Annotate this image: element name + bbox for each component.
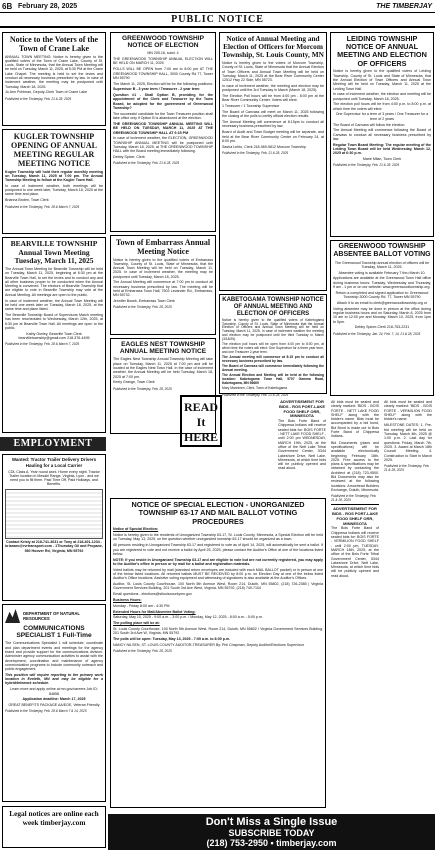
notice-body-5: Attach it to an email to clerk@greenwoodtownship.org or	[336, 300, 428, 305]
notice-body: The Greenwood Township annual election of officers will be Tuesday, March 11, 2025.	[334, 260, 430, 269]
dnr-logo-icon	[5, 609, 20, 623]
issue-date: February 28, 2025	[18, 3, 78, 10]
ad-body: The Communications Specialist 1 will schedule, coordinate and plan department events and meetings for the agency brand and provide support for the communications division. Administer agency communication activities to assist with the development, coordination and maintenance of agency communication programs to include community outreach and public engagement.	[5, 641, 103, 672]
publication-note: Published in the Timberjay, Feb. 21 & 28, 2025	[331, 494, 377, 503]
notice-body-2: POLLS WILL BE OPEN from 7:00 am to 8:00 pm AT THE GREENWOOD TOWNSHIP HALL, 3000 County Rd 77, Tower MN 55790	[113, 67, 213, 80]
notice-signer: Sasha Lehto, Clerk 218-969-5812 Morcom Township	[222, 144, 306, 149]
publication-note: Published in the Timberjay, Feb. 21 & 28, 2025	[113, 161, 180, 166]
page-number: 6B	[2, 2, 13, 11]
publication-note: Published in the Timberjay, Feb. 28 & March 7, 2025	[5, 342, 80, 347]
notice-body-4: Voted ballots may be returned by mail (standard return envelopes are included with each MAIL BALLOT packet) or in person at one of the below listed locations. All returned ballots MUST BE RECEIVED by 8:00 p.m. on Election Day at one of the below listed Auditor's Office locations. Assistive voting equipment and witnessing of signatures is also available at the Auditor's Offices.	[113, 567, 323, 581]
notice-body: Notice is hereby given to the qualified voters of Leiding Township, County of St. Louis and State of Minnesota, that the Annual Election of Town Officers and Annual Town Meeting will be held on Tuesday, March 11, 2025 at the Leiding Town Hall.	[333, 69, 431, 91]
notice-body-5: All bids must be sealed and clearly marked: 'BIDS - BOIS FORTE - VERMILION FOOD SHELF' along with the bidder's name.	[384, 400, 432, 422]
notice-signer: Mary Manninen, Clerk, Town of Kabetogama	[222, 386, 287, 391]
notice-body-2: All persons residing in Unorganized Township 63-17 and registered to vote as of April 14, 2025, will automatically be sent a ballot. If you are registered to vote and not receive a ballot by April 25, 2025, please contact the Auditor's Office at one of the locations listed below.	[113, 543, 323, 556]
read-it-here-box	[180, 395, 222, 447]
notice-body-2: All bids must be sealed and clearly marked: 'BIDS - BOIS FORTE - NETT LAKE FOOD SHELF' along with the bidder's name. Bids must be accompanied by a bid bond, Bid Bond is made out to Bois Forte Band of Chippewa Indians.	[331, 400, 379, 439]
ad-title: COMMUNICATIONS SPECIALIST 1 Full-Time	[16, 625, 92, 640]
notice-body-4: The Bois Forte Band of Chippewa Indians will receive sealed bids for: BOIS FORTE - VERMILION FOOD SHELF - until 2:00 pm, TUESDAY, MARCH 18th, 2025, at the office of the Bois Forte Tribal Government Center, 5344 Lakeshore Drive, Nett Lake, Minnesota, at which time bids will be publicly opened and read aloud.	[331, 526, 379, 578]
notice-body: The Annual Town Meeting for Bearville Township will be held on Tuesday, March 11, 2025, beginning at 6:30 pm at the Bearville Town Hall, to set the levies and to conduct any and all other business proper to be conducted when the Annual Meeting is convened. The electors of Bearville Township that are eligible to vote in Bearville Township may vote at the Annual Meeting. All meetings are open to the public.	[5, 267, 103, 297]
notice-body-3: The election poll hours will be from 4:00 p.m. to 8:00 p.m. at which time the voters will elect:	[333, 102, 431, 111]
notice-bids-1-intro	[276, 398, 328, 496]
notice-ext-title: Extended Hours for Mail/Absentee Ballot Voting:	[113, 609, 196, 614]
notice-greenwood-absentee	[330, 240, 434, 396]
notice-body-4: The Board of Canvass will follow the election.	[333, 122, 406, 127]
notice-body-5: The Annual Meeting will commence following the Board of Canvass to conduct all necessary business prescribed by law.	[333, 128, 431, 141]
notice-body-3: The March 11, 2025, Election will be for the following positions:	[113, 81, 214, 86]
publication-note: Published in the Timberjay, Feb. 28, 2025	[113, 386, 172, 391]
notice-positions: Supervisor B - 3 year term / Treasurer - 2 year term	[113, 87, 200, 92]
notice-signer: Debby Spicer, Clerk	[113, 155, 145, 160]
subscribe-banner[interactable]	[108, 814, 435, 850]
notice-body: THE GREENWOOD TOWNSHIP ANNUAL ELECTION WILL BE HELD ON MARCH 11, 2025	[113, 57, 213, 66]
section-title: PUBLIC NOTICE	[0, 14, 435, 28]
notice-title: KUGLER TOWNSHIP OPENING OF ANNUAL MEETING REGULAR MEETING NOTICE	[11, 132, 97, 168]
notice-body-2: In case of inclement weather, the meeting and election may be postponed until the 3rd Tuesday in March (March 18, 2025).	[222, 84, 324, 93]
notice-subtitle: MN 205.16, subd. 4	[147, 51, 179, 56]
notice-body-4: The successful candidate for the Town Treasurer position shall take office only if Option B is abandoned at the election.	[113, 111, 213, 121]
notice-body-6: Voting absentee may be done in person at the office during regular business hours and on Saturday, March 8, 2025 from 10 am to 12:00 pm and Monday, March 10, 2025, from 1pm to 5pm.	[333, 306, 431, 324]
notice-body-5: THE GREENWOOD TOWNSHIP ANNUAL MEETING WILL BE HELD ON TUESDAY, MARCH 11, 2025 AT THE GREENWOOD TOWNSHIP HALL AT 6:15 PM	[113, 121, 213, 135]
notice-title: KABETOGAMA TOWNSHIP NOTICE OF ANNUAL MEETING AND ELECTION OF OFFICERS	[222, 297, 324, 317]
notice-body-5: The Annual Meeting will commence at 8:15pm to conduct all necessary business prescribed by law.	[222, 120, 324, 129]
ad-employer: GREAT BENEFITS PACKAGE AA/EOE, Veteran Friendly	[8, 703, 100, 708]
publication-note: Published in the Timberjay, Feb. 21 & 28, 2025	[333, 163, 400, 168]
ad-learn: Learn more and apply online at mn.gov/careers Job ID: 84858	[10, 687, 98, 696]
ad-title: Wanted: Tractor Trailer Delivery Drivers Hauling for a Local Carrier	[11, 457, 97, 468]
ad-deadline: Application deadline: March 17, 2025	[22, 697, 86, 702]
notice-title: LEIDING TOWNSHIP NOTICE OF ANNUAL MEETING AND ELECTION OF OFFICERS	[337, 34, 427, 68]
publication-note: Published in the Timberjay, Feb. 21 & 28, 2025	[5, 96, 72, 101]
notice-body: Notice is hereby given to the qualified voters of Embarrass Township, County of St. Louis, State of Minnesota, that the Annual Town Meeting will be held on Tuesday, March 11, 2025. In case of inclement weather, the meeting may be postponed until Tuesday, March 18, 2025.	[113, 257, 213, 279]
notice-body-6: Regular Town Board Meeting: The regular meeting of the Leiding Town Board will be held Wednesday, March 12, 2025 at 6:30 p.m.	[333, 142, 431, 156]
publication-note: Published in the Timberjay, Feb. 21 & 28, 2025	[222, 392, 289, 397]
notice-body: The Bois Forte Band of Chippewa Indians will receive sealed bids for: BOIS FORTE - NETT LAKE FOOD SHELF - until 2:00 pm WEDNESDAY, MARCH 19th, 2025, at the office of the Nett Lake Tribal Government Center, 5344 Lakeshore Drive, Nett Lake, Minnesota, at which time bids will be publicly opened and read aloud.	[278, 419, 326, 471]
dnr-logo	[5, 609, 103, 623]
ad-image	[5, 489, 103, 539]
notice-morcom	[219, 32, 327, 291]
subscribe-line-1: Don't Miss a Single Issue	[205, 816, 338, 828]
notice-bids-2-cont	[382, 398, 434, 808]
notice-title-2: ADVERTISEMENT FOR BIDS - ROS PORT-LAKE FOOD SHELF ORR, MINNESOTA	[331, 506, 378, 526]
notice-signer: Debby Spicer-Clerk 218-753-2231	[354, 325, 410, 330]
notice-polling-title: The polling place will be at:	[113, 621, 160, 626]
notice-body-2: In case of inclement weather, both meetings will be postponed to one week later, Tuesday, March 18, 2025 at the same time and place.	[5, 183, 103, 197]
notice-signer: Keely Grange, Town Clerk	[113, 380, 155, 385]
notice-title: EAGLES NEST TOWNSHIP ANNUAL MEETING NOTICE	[119, 341, 207, 356]
notice-title: GREENWOOD TOWNSHIP ABSENTEE BALLOT VOTING	[333, 243, 431, 258]
dnr-logo-text: DEPARTMENT OF NATURAL RESOURCES	[23, 611, 80, 621]
notice-offices: 1 Treasurer / 1 Township Supervisor	[222, 104, 280, 109]
notice-title: Notice of Annual Meeting and Election of Officers for Morcom Township, St. Louis County, MN	[222, 34, 324, 60]
divider	[331, 504, 379, 505]
notice-kugler	[2, 129, 106, 234]
notice-body-2: Absentee voting is available February 7 thru March 10.	[338, 270, 426, 275]
notice-body-3: The Election Poll hours will be from 4:00 pm - 8:00 pm at the Bear River Community Center. Voters will elect:	[222, 94, 324, 103]
notice-signer: Marie Milan, Town Clerk	[362, 157, 402, 162]
notice-special-election	[110, 498, 326, 808]
notice-body: Notice is hereby given to the residents of Unorganized Township 63-17, St. Louis County, Minnesota, a Special Election will be held on Tuesday, May 13, 2025, on the question whether unorganized township 63-17 should be organized as a town.	[113, 533, 323, 542]
notice-body-2: In case of inclement weather, the election and meeting will be postponed until Tuesday, March 18, 2025.	[333, 92, 431, 101]
notice-body-2: The Annual Meeting will commence at 7:00 pm to conduct all necessary business prescribed by law. The meeting will be held at Embarrass Town Hall, 7503 Levander Rd., Embarrass, MN 55732.	[113, 280, 213, 298]
notice-bearville	[2, 237, 106, 433]
publication-note: Published in the Timberjay, Feb. 21 & 28, 2025	[384, 464, 430, 473]
notice-body: ANNUAL TOWN MEETING: Notice is hereby given to the qualified voters of the Town of Crane Lake, County of St. Louis, State of Minnesota, that the Annual Town Meeting will be held on Tuesday, March 11, 2025, at 5:30 PM at the Crane Lake Chapel. The meeting is held to set the levies and conduct all necessary business prescribed by law. In case of inclement weather, the meeting may be postponed until Tuesday, March 18, 2025.	[5, 54, 103, 89]
notice-signer: Jo Ann Pohlman, Deputy-Clerk Town of Crane Lake	[5, 90, 88, 95]
ad-body: CDL Class A. Year round work. Home every night. Tractor Trailer location in Mesabi Range, Virginia, Lyon - and we need you to fill them. Paid Time Off, Paid Holidays, and Benefits.	[8, 469, 100, 487]
notice-body-5: The Annual Election and Meeting will be held at the following location: Kabetogama Town Hall, 9707 Gamma Road, Kabetogama, MN 56669	[222, 373, 324, 385]
publication-note: Published in the Timberjay, Feb. 28 & March 7 & 14, 2025	[5, 709, 87, 714]
notice-signer: Brianna Broten, Town Clerk	[5, 198, 49, 203]
notice-body-3: The Bearville Township Board of Supervisors March meeting has been rescheduled to Wednesday, March 12th, 2025, at 6:30 pm at Bearville Town Hall. All meetings are open to the public.	[5, 312, 103, 330]
notice-ext: Saturday, May 10, 2025 - 9:00 a.m. - 3:00 p.m. / Monday, May 12, 2025 - 8:00 a.m. - 5:00 p.m.	[113, 615, 263, 620]
ad-truck-drivers	[2, 454, 106, 601]
notice-body-4: Return a completed and signed application to: Greenwood Township 3000 County Rd. 77, Tower MN 55790	[335, 290, 429, 300]
publication-name: THE TIMBERJAY	[376, 3, 432, 10]
notice-title: Notice to the Voters of the Town of Crane Lake	[9, 35, 99, 53]
notice-body-2: In case of inclement weather, the Annual Town Meeting will be held one week later on Tuesday, March 18, 2025, at the same time and place listed.	[5, 298, 103, 312]
notice-leiding	[330, 32, 434, 237]
employment-header: EMPLOYMENT	[0, 437, 106, 451]
notice-question: Question #1 - Shall Option B, providing for the appointment of the Clerk and Treasurer by the Town Board, be adopted for the government of Greenwood Township?	[113, 93, 213, 111]
subscribe-line-3: (218) 753-2950 • timberjay.com	[206, 838, 337, 848]
notice-kabetogama	[219, 294, 327, 397]
publication-note: Published in the Timberjay, Feb. 21 & 28, 2025	[222, 150, 289, 155]
notice-offices: One Supervisor for a term of 3 years / One Treasurer for a term of 2 years	[335, 112, 429, 121]
publication-note: Published in the Timberjay, Feb. 28 & March 7, 2025	[5, 204, 80, 209]
notice-hours: Monday - Friday 8:00 am - 4:30 PM	[113, 603, 170, 608]
notice-body-6: MILESTONE DATES: 1. Pre-bid meeting will be held on Tuesday, March 4th, 2025 @ 1:00 p.m. 2. Last day for questions: Friday, March 7th, 2025. 3. Award at March 18th Council Meeting. 4. Construction to Start in March 2025.	[384, 423, 432, 462]
publication-note: Published in the Timberjay, Feb. 28, 2025	[113, 305, 172, 310]
notice-offices: Auditor, St. Louis County Courthouse, 100 North 5th Avenue West, Room 214, Duluth, MN 55802, (218) 726-2385 | Virginia Government Services Building, 201 South 3rd Ave West, Virginia, MN 55792, (218) 749-7104	[113, 582, 323, 591]
notice-body-2: The election poll hours will be open from 4:00 pm to 8:00 pm, at which time the voters will elect: One Supervisor for a three year term, and one Treasurer 2-year term.	[222, 342, 324, 354]
notice-hours-title: Business Hours:	[113, 598, 142, 603]
publication-note: Published in the Timberjay, Jan. 24, Feb. 7, 14, 21 & 28, 2025	[333, 331, 421, 336]
notice-body: The Eagles Nest Township Annual Township Meeting will take place on Tuesday, March 11, 2025 at 7:00 pm and will be located at the Eagles Nest Town Hall. In the case of inclement weather, the Annual Meeting will be held Tuesday, March 18, 2025 at 7:00 pm.	[113, 357, 213, 379]
notice-body-3: The Annual meeting will commence at 8:15 pm to conduct all necessary business prescribed by law.	[222, 355, 324, 363]
ad-contact: Contact Kristy at 218-741-3631 or Tony at 218-401-1234 - brianaro@rvrtransport.com - 1Thursday Oil and Propane, 930 Hoover Rd, Virginia, MN 55792	[5, 540, 103, 553]
notice-crane-lake	[2, 32, 106, 126]
notice-title: GREENWOOD TOWNSHIP NOTICE OF ELECTION	[122, 35, 204, 50]
notice-body-3: Bid Documents (plans and specifications) will be available electronically beginning February 18th, 2025. Free access to the plans & specifications may be obtained by contacting the Architect at (218) 723-9500. Bid Documents may also be reviewed at the following locations: Arrowhead Builders Exchange, Duluth, Minnesota.	[331, 440, 379, 492]
notice-title: NOTICE OF SPECIAL ELECTION - UNORGANIZED TOWNSHIP 63-17 AND MAIL BALLOT VOTING PROCEDURES	[131, 500, 305, 526]
notice-body-4: The Board of Canvass will commence immediately following the Annual meeting.	[222, 364, 324, 372]
notice-polls-open: The polls will be open: Tuesday, May 13, 2025 - 7:00 a.m. to 8:00 p.m.	[113, 637, 231, 642]
ad-dnr-job	[2, 604, 106, 802]
notice-email: Email questions - elections@stlouiscountymn.gov	[113, 592, 192, 597]
notice-body: Notice is hereby given to the qualified voters of Kabetogama Township, County of St. Louis, State of Minnesota that the Annual Election of Officers and Annual Town Meeting will be held on Tuesday, March 11, 2025. In case of inclement weather the meeting and election may be postponed until the third Tuesday in March (3/18/25).	[222, 317, 324, 341]
notice-body-6: Board of Audit and Town Budget meeting will be separate, and held at the Bear River Community Center on February 24, at 6:00 pm.	[222, 130, 324, 143]
notice-title: ADVERTISEMENT FOR BIDS - ROS PORT-LAKE FOOD SHELF ORR, MINNESOTA	[278, 399, 325, 419]
notice-polling: St. Louis County Courthouse, 100 North 5th Avenue West, Room 214, Duluth, MN 55802 / Virginia Government Services Building, 201 South 3rd Ave W, Virginia, MN 55792	[113, 627, 323, 636]
notice-signer: Kathy Oseley, Bearville Town Clerk bearvilletownship@gmail.com 218-376-4495	[18, 331, 90, 340]
notice-body-4: The Board of Canvass will meet on March 11, 2025 following the closing of the polls to certify official election results.	[222, 110, 324, 119]
notice-body-6: In case of inclement weather, the ELECTION, GREENWOOD TOWNSHIP ANNUAL MEETING will be postponed until Tuesday, March 18, 2025, at THE GREENWOOD TOWNSHIP HALL with the Board meeting immediately following.	[113, 136, 213, 154]
ad-body-2: This position will require reporting to the primary work location in Eveleth, MN and may be eligible for a hybrid/telework schedule.	[5, 672, 103, 686]
subscribe-line-2: SUBSCRIBE TODAY	[228, 828, 315, 838]
page-header	[0, 0, 435, 13]
notice-greenwood-election	[110, 32, 216, 232]
notice-signer: NANCY NILSEN, ST. LOUIS COUNTY AUDITOR-TREASURER By: Phil Chapman, Deputy Auditor/Elections Supervisor	[113, 642, 304, 647]
notice-bids-1-cont	[329, 398, 381, 808]
notice-body-3: Applications are available at the Greenwood Town Hall office during business hours: Tuesday, Wednesday and Thursday, 9 am - 1 pm or on our website: www.greenwoodtownship.org.	[333, 276, 431, 289]
read-it-here-text: READ It HERE	[183, 400, 218, 444]
notice-body: Kugler Township will hold their regular monthly meeting on Tuesday, March 11, 2025 at 7:00 pm. The Annual Township Meeting to follow at the Kugler Town Hall.	[5, 169, 103, 183]
notice-subtitle: Notice of Special Election:	[113, 527, 159, 532]
legal-notices-online: Legal notices are online each week timberjay.com	[2, 806, 106, 848]
publication-note: Published in the Timberjay, Feb. 28, 2025	[113, 649, 172, 654]
notice-body: Notice is hereby given to the voters of Morcom Township, County of St. Louis, State of Minnesota that the Annual Election of Town Officers and Annual Town Meeting will be held on Tuesday, March 11, 2025 at the Bear River Community Center 12512 Hwy 22 Side, MN 55723.	[222, 61, 324, 83]
notice-embarrass	[110, 235, 216, 335]
notice-signer: Jennifer Bosek, Embarrass Town Clerk	[113, 299, 175, 304]
notice-body-3: NOTE: If you reside in Unorganized Township 63-17 and are eligible to vote but are not currently registered, you may apply to the Auditor's office in person or by mail for a ballot and registration materials.	[113, 557, 323, 566]
notice-title: BEARVILLE TOWNSHIP Annual Town Meeting Tuesday, March 11, 2025	[10, 239, 98, 265]
notice-title: Town of Embarrass Annual Meeting Notice	[115, 238, 211, 256]
